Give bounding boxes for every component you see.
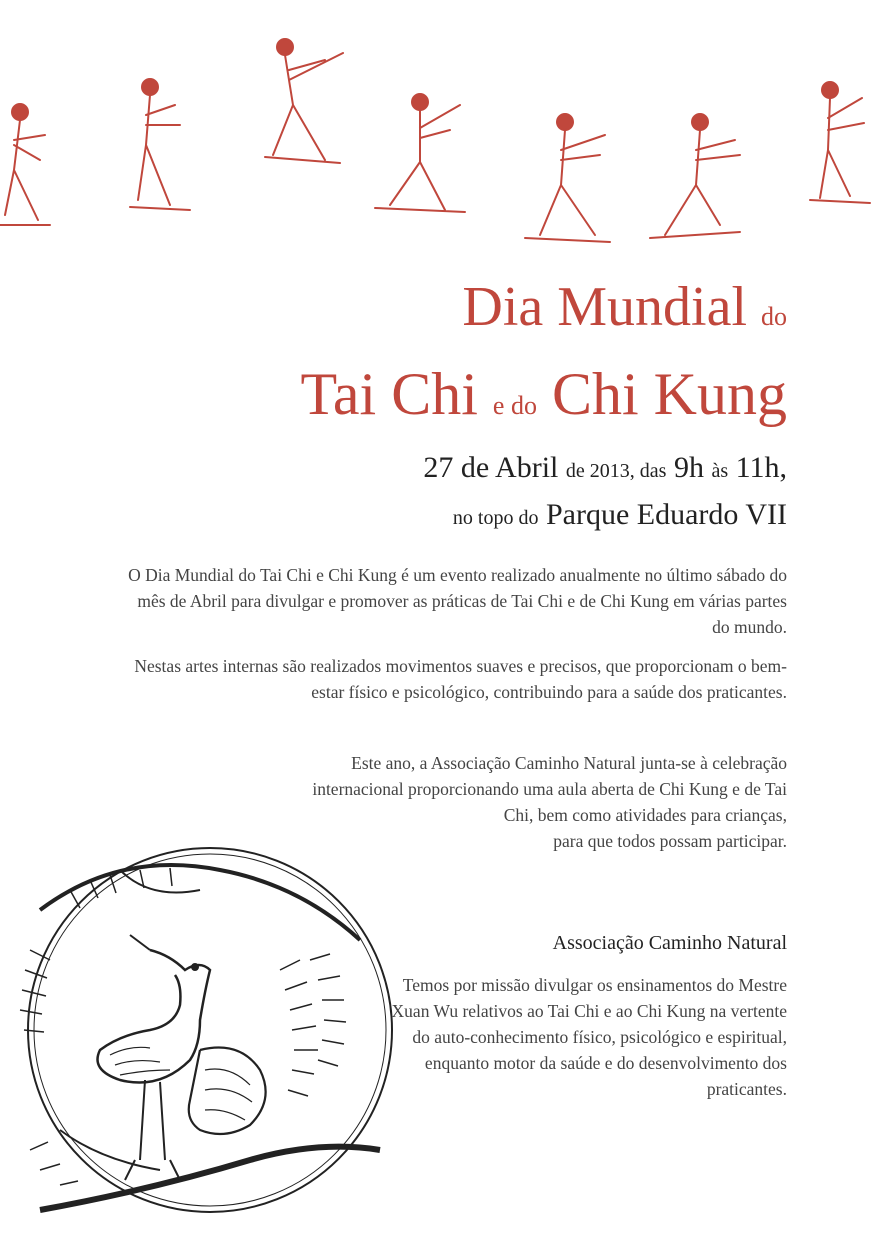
figure-2 (130, 79, 190, 210)
paragraph-arts: Nestas artes internas são realizados movimentos suaves e precisos, que proporcionam o bem-estar físico e psicológico, contribuindo para a saúde dos praticantes. (134, 656, 787, 702)
paragraph-this-year-line3: Chi, bem como atividades para crianças, (503, 805, 787, 825)
crane-medallion-illustration (0, 830, 400, 1240)
event-date-place (423, 446, 787, 540)
paragraph-this-year-line2: internacional proporcionando uma aula aberta de Chi Kung e de Tai (312, 779, 787, 799)
title-line1-main: Dia Mundial (462, 276, 747, 338)
event-title (300, 272, 787, 448)
title-line2-b: Chi Kung (551, 361, 787, 427)
figure-5 (525, 114, 610, 242)
event-date: 27 de Abril (423, 451, 559, 484)
figure-7 (810, 82, 870, 203)
event-time-start: 9h (673, 451, 704, 484)
title-line2-small: e do (492, 391, 537, 420)
event-time-end: 11h, (735, 451, 787, 484)
figure-1 (0, 104, 50, 225)
association-name: Associação Caminho Natural (552, 932, 787, 954)
title-line2-a: Tai Chi (300, 361, 478, 427)
event-year: de 2013, das (565, 460, 667, 482)
paragraph-this-year-line4: para que todos possam participar. (553, 831, 787, 851)
title-line1-small: do (761, 302, 787, 331)
paragraph-this-year-line1: Este ano, a Associação Caminho Natural junta-se à celebração (351, 753, 787, 773)
event-place-prefix: no topo do (452, 507, 539, 529)
figure-6 (650, 114, 740, 238)
event-place-name: Parque Eduardo VII (545, 498, 787, 531)
tai-chi-figures-illustration (0, 0, 874, 260)
association-mission: Temos por missão divulgar os ensinamentos do Mestre Xuan Wu relativos ao Tai Chi e ao Chi Kung na vertente do auto-conhecimento físico, psicológico e espiritual, enquanto motor da saúde e do desenvolvimento dos praticantes. (391, 975, 787, 1099)
event-time-sep: às (711, 460, 729, 482)
figure-3 (265, 39, 343, 163)
paragraph-intro: O Dia Mundial do Tai Chi e Chi Kung é um evento realizado anualmente no último sábado do mês de Abril para divulgar e promover as práticas de Tai Chi e de Chi Kung em várias partes do mundo. (128, 565, 787, 637)
figure-4 (375, 94, 465, 212)
